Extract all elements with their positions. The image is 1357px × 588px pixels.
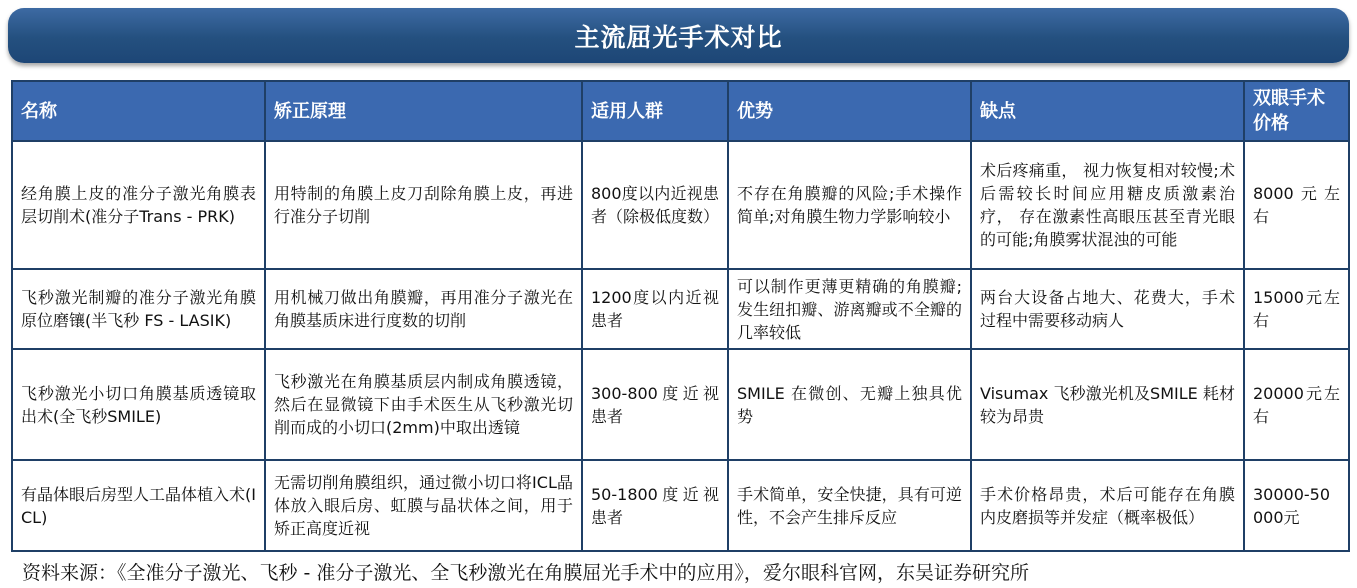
cell-advantages: 不存在角膜瓣的风险;手术操作简单;对角膜生物力学影响较小 (728, 141, 971, 269)
cell-disadvantages: 术后疼痛重， 视力恢复相对较慢;术后需较长时间应用糖皮质激素治疗， 存在激素性高眼压甚至青光眼的可能;角膜雾状混浊的可能 (971, 141, 1244, 269)
title-banner (8, 8, 1349, 63)
cell-name: 经角膜上皮的准分子激光角膜表层切削术(准分子Trans - PRK) (12, 141, 265, 269)
cell-price: 30000-50000元 (1244, 460, 1349, 551)
cell-population: 1200度以内近视患者 (582, 269, 728, 349)
source-note: 资料来源：《全准分子激光、飞秒 - 准分子激光、全飞秒激光在角膜屈光手术中的应用》，爱尔眼科官网，东吴证券研究所 (22, 562, 1029, 584)
cell-price: 20000元左右 (1244, 349, 1349, 460)
comparison-table (11, 80, 1350, 552)
cell-disadvantages: Visumax 飞秒激光机及SMILE 耗材较为昂贵 (971, 349, 1244, 460)
cell-population: 50-1800度近视患者 (582, 460, 728, 551)
cell-price: 15000元左右 (1244, 269, 1349, 349)
cell-population: 800度以内近视患者（除极低度数） (582, 141, 728, 269)
header-principle: 矫正原理 (265, 81, 582, 141)
cell-principle: 用特制的角膜上皮刀刮除角膜上皮，再进行准分子切削 (265, 141, 582, 269)
table-row (12, 269, 1349, 349)
cell-principle: 飞秒激光在角膜基质层内制成角膜透镜， 然后在显微镜下由手术医生从飞秒激光切削而成的小切口(2mm)中取出透镜 (265, 349, 582, 460)
header-name: 名称 (12, 81, 265, 141)
cell-advantages: 手术简单，安全快捷，具有可逆性，不会产生排斥反应 (728, 460, 971, 551)
cell-advantages: 可以制作更薄更精确的角膜瓣;发生纽扣瓣、游离瓣或不全瓣的几率较低 (728, 269, 971, 349)
cell-population: 300-800度近视患者 (582, 349, 728, 460)
cell-name: 有晶体眼后房型人工晶体植入术(ICL) (12, 460, 265, 551)
header-price: 双眼手术价格 (1244, 81, 1349, 141)
table-row (12, 349, 1349, 460)
page-title: 主流屈光手术对比 (574, 22, 783, 52)
table-row (12, 141, 1349, 269)
cell-principle: 无需切削角膜组织，通过微小切口将ICL晶体放入眼后房、虹膜与晶状体之间，用于矫正高度近视 (265, 460, 582, 551)
cell-name: 飞秒激光小切口角膜基质透镜取出术(全飞秒SMILE) (12, 349, 265, 460)
cell-price: 8000元左右 (1244, 141, 1349, 269)
header-disadvantages: 缺点 (971, 81, 1244, 141)
cell-disadvantages: 手术价格昂贵，术后可能存在角膜内皮磨损等并发症（概率极低） (971, 460, 1244, 551)
cell-disadvantages: 两台大设备占地大、花费大，手术过程中需要移动病人 (971, 269, 1244, 349)
cell-advantages: SMILE 在微创、无瓣上独具优势 (728, 349, 971, 460)
header-advantages: 优势 (728, 81, 971, 141)
cell-principle: 用机械刀做出角膜瓣，再用准分子激光在角膜基质床进行度数的切削 (265, 269, 582, 349)
table-row (12, 460, 1349, 551)
header-row (12, 81, 1349, 141)
cell-name: 飞秒激光制瓣的准分子激光角膜原位磨镶(半飞秒 FS - LASIK) (12, 269, 265, 349)
header-population: 适用人群 (582, 81, 728, 141)
